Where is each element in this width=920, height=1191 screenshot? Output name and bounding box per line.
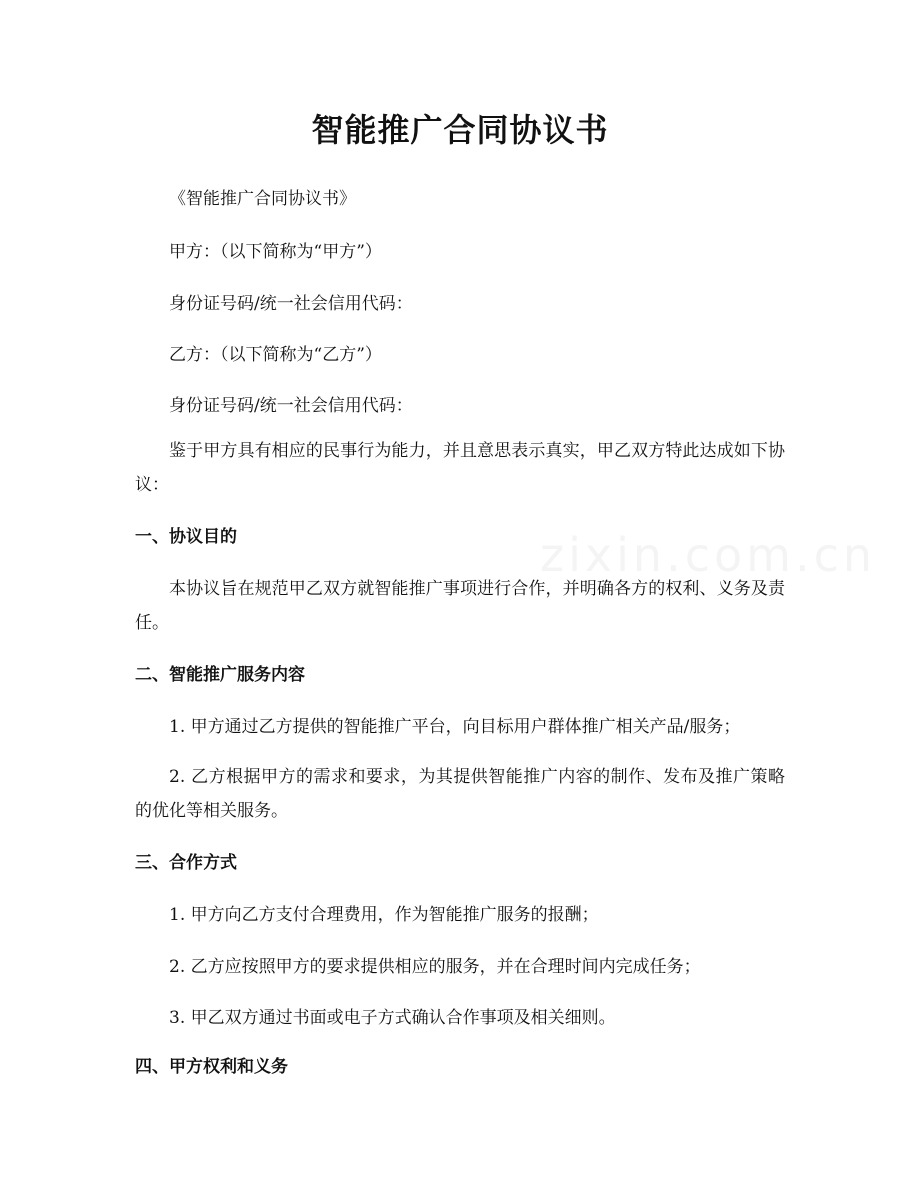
section-purpose-paragraph: 本协议旨在规范甲乙双方就智能推广事项进行合作，并明确各方的权利、义务及责任。 xyxy=(135,579,785,633)
party-b-paragraph: 乙方：（以下简称为“乙方”） xyxy=(169,345,382,365)
cooperation-item-2: 2. 乙方应按照甲方的要求提供相应的服务，并在合理时间内完成任务； xyxy=(169,957,701,977)
section-heading-service-content: 二、智能推广服务内容 xyxy=(135,665,305,685)
preamble-paragraph: 鉴于甲方具有相应的民事行为能力，并且意思表示真实，甲乙双方特此达成如下协议： xyxy=(135,441,785,495)
party-a-id-paragraph: 身份证号码/统一社会信用代码： xyxy=(169,294,413,314)
section-heading-party-a-rights: 四、甲方权利和义务 xyxy=(135,1057,288,1077)
section-heading-purpose: 一、协议目的 xyxy=(135,527,237,547)
document-title: 智能推广合同协议书 xyxy=(311,111,609,149)
watermark: zixin.com.cn xyxy=(540,528,877,582)
service-content-item-2: 2. 乙方根据甲方的需求和要求，为其提供智能推广内容的制作、发布及推广策略的优化等相关服务。 xyxy=(135,767,785,821)
cooperation-item-1: 1. 甲方向乙方支付合理费用，作为智能推广服务的报酬； xyxy=(169,905,599,925)
party-a-paragraph: 甲方：（以下简称为“甲方”） xyxy=(169,242,382,262)
book-title-paragraph: 《智能推广合同协议书》 xyxy=(169,189,356,209)
cooperation-item-3: 3. 甲乙双方通过书面或电子方式确认合作事项及相关细则。 xyxy=(169,1008,616,1028)
party-b-id-paragraph: 身份证号码/统一社会信用代码： xyxy=(169,396,413,416)
section-heading-cooperation: 三、合作方式 xyxy=(135,853,237,873)
service-content-item-1: 1. 甲方通过乙方提供的智能推广平台，向目标用户群体推广相关产品/服务； xyxy=(169,717,741,737)
